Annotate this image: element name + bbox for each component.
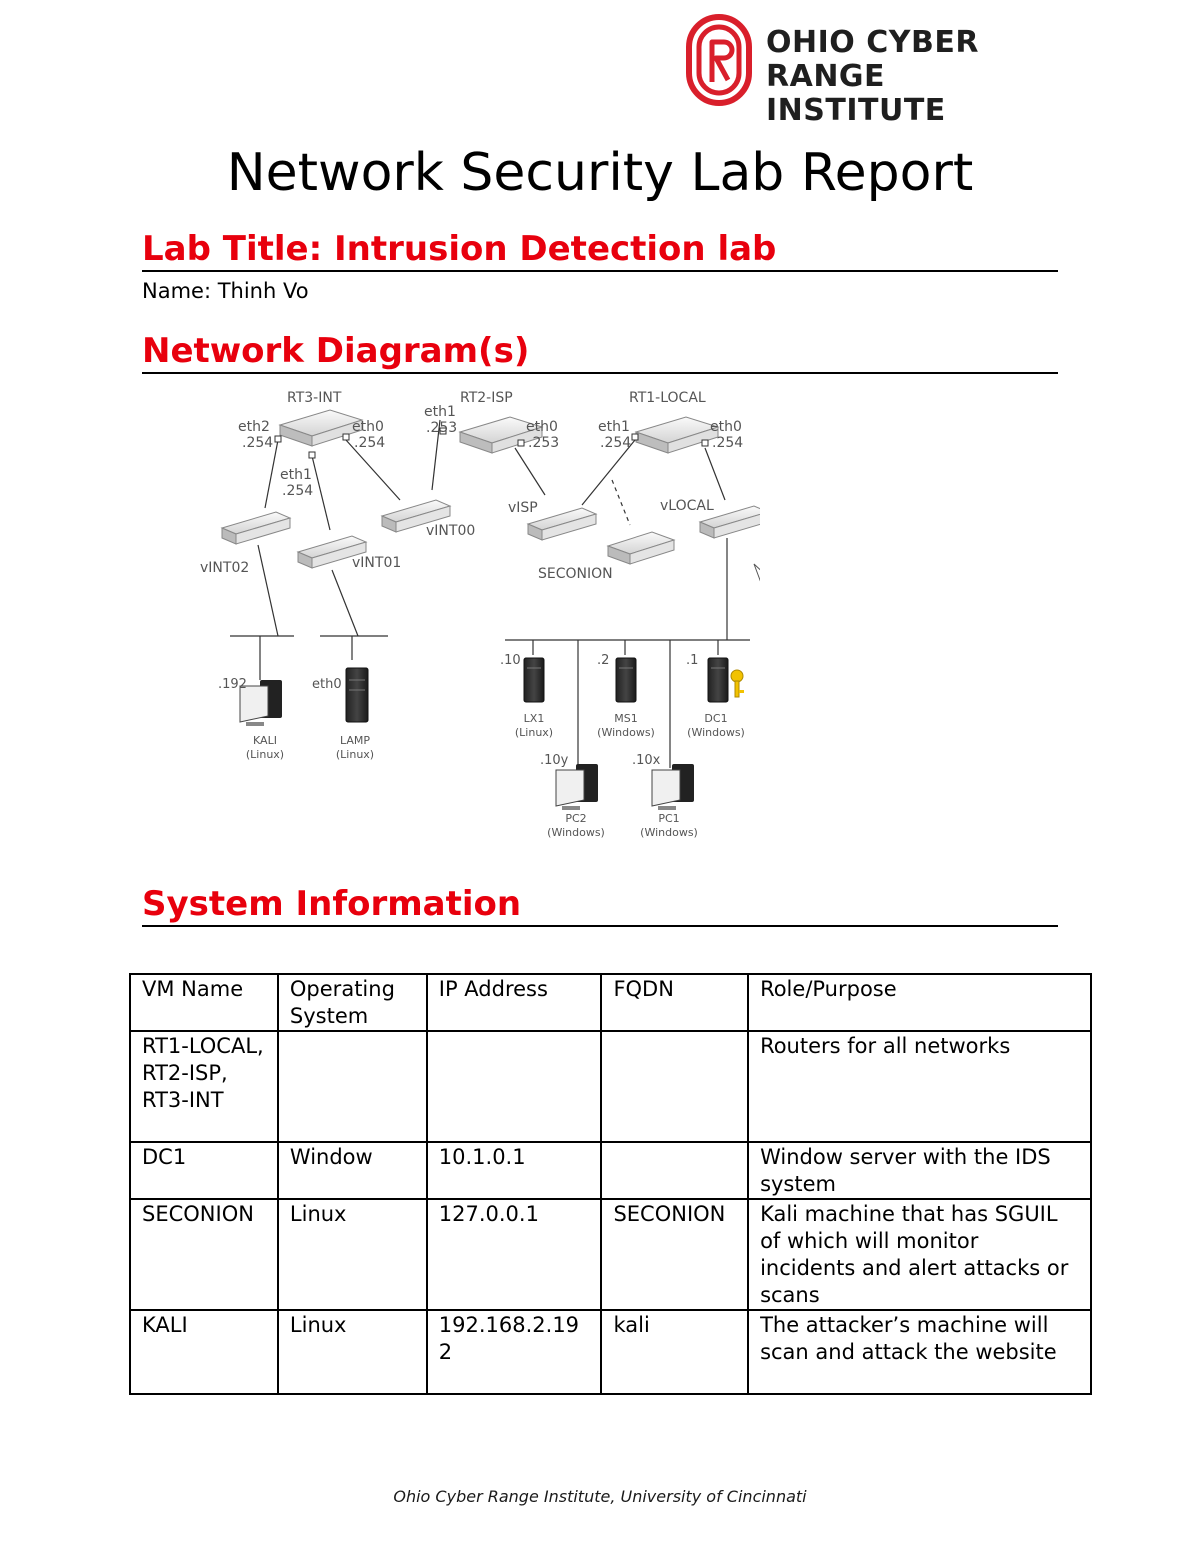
label-rt1-eth1: eth1 (598, 419, 630, 435)
label-lamp-os: (Linux) (335, 748, 375, 761)
workstation-pc2 (556, 764, 598, 810)
network-diagram-heading: Network Diagram(s) (142, 330, 1058, 374)
cell-role: Kali machine that has SGUIL of which will monitor incidents and alert attacks or scans (748, 1199, 1091, 1310)
network-diagram (200, 382, 760, 842)
label-kali-ip: .192 (218, 677, 247, 692)
label-rt3-eth0: eth0 (352, 419, 384, 435)
router-rt1-local (632, 417, 718, 453)
server-lamp (346, 668, 368, 722)
page-footer: Ohio Cyber Range Institute, University of Cincinnati (393, 1487, 807, 1506)
label-pc2-ip: .10y (540, 753, 569, 768)
label-seconion: SECONION (538, 566, 613, 582)
server-ms1 (616, 658, 636, 702)
label-dc1: DC1 (704, 712, 728, 725)
system-information-heading: System Information (142, 883, 1058, 927)
label-rt1-eth0: eth0 (710, 419, 742, 435)
cell-fqdn (601, 1031, 748, 1142)
cell-fqdn: SECONION (601, 1199, 748, 1310)
system-info-table (129, 973, 1092, 1395)
label-rt2-eth1-ip: .253 (426, 420, 458, 436)
table-row (130, 1310, 1091, 1394)
label-pc2: PC2 (565, 812, 587, 825)
cell-ip: 192.168.2.192 (427, 1310, 602, 1394)
table-row (130, 1142, 1091, 1199)
cursor-icon (754, 564, 760, 580)
cell-ip: 10.1.0.1 (427, 1142, 602, 1199)
label-rt2-eth0-ip: .253 (528, 435, 560, 451)
cell-fqdn (601, 1142, 748, 1199)
cell-os: Linux (278, 1310, 427, 1394)
ocri-logo-mark (686, 14, 752, 106)
cell-ip: 127.0.0.1 (427, 1199, 602, 1310)
label-kali: KALI (253, 734, 277, 747)
cell-fqdn: kali (601, 1310, 748, 1394)
label-rt2-eth0: eth0 (526, 419, 558, 435)
workstation-pc1 (652, 764, 694, 810)
label-vint02: vINT02 (200, 560, 250, 576)
cell-ip (427, 1031, 602, 1142)
label-pc2-os: (Windows) (547, 826, 605, 839)
label-ms1-ip: .2 (597, 653, 610, 668)
label-rt3-eth2: eth2 (238, 419, 270, 435)
label-lx1-ip: .10 (500, 653, 521, 668)
label-vint01: vINT01 (352, 555, 402, 571)
label-rt2-isp: RT2-ISP (460, 390, 513, 406)
label-rt3-eth0-ip: .254 (354, 435, 386, 451)
logo-line-1: OHIO CYBER (766, 25, 979, 60)
label-rt2-eth1: eth1 (424, 404, 456, 420)
label-rt1-eth0-ip: .254 (712, 435, 744, 451)
table-header-row (130, 974, 1091, 1031)
label-ms1-os: (Windows) (597, 726, 655, 739)
label-lamp: LAMP (339, 734, 371, 747)
label-lx1: LX1 (523, 712, 545, 725)
cell-os (278, 1031, 427, 1142)
logo-line-2: RANGE INSTITUTE (766, 59, 946, 128)
label-lamp-ip: eth0 (312, 677, 342, 692)
cell-os: Window (278, 1142, 427, 1199)
label-lx1-os: (Linux) (514, 726, 554, 739)
label-ms1: MS1 (614, 712, 638, 725)
label-vint00: vINT00 (426, 523, 476, 539)
label-rt1-local: RT1-LOCAL (629, 390, 706, 406)
label-visp: vISP (508, 500, 538, 516)
switch-visp (528, 508, 596, 540)
label-pc1-ip: .10x (632, 753, 661, 768)
cell-os: Linux (278, 1199, 427, 1310)
cell-role: The attacker’s machine will scan and attack the website (748, 1310, 1091, 1394)
label-pc1: PC1 (658, 812, 680, 825)
table-row (130, 1199, 1091, 1310)
table-row (130, 1031, 1091, 1142)
seconion-appliance (608, 532, 674, 564)
student-name: Name: Thinh Vo (142, 279, 309, 303)
label-rt3-int: RT3-INT (287, 390, 342, 406)
cell-role: Window server with the IDS system (748, 1142, 1091, 1199)
header-role-purpose: Role/Purpose (748, 974, 1091, 1031)
cell-vm-name: KALI (130, 1310, 278, 1394)
label-kali-os: (Linux) (245, 748, 285, 761)
cell-role: Routers for all networks (748, 1031, 1091, 1142)
ocri-logo (686, 14, 1066, 128)
label-dc1-ip: .1 (686, 653, 699, 668)
header-operating-system: Operating System (278, 974, 427, 1031)
cell-vm-name: SECONION (130, 1199, 278, 1310)
cell-vm-name: DC1 (130, 1142, 278, 1199)
cell-vm-name: RT1-LOCAL, RT2-ISP, RT3-INT (130, 1031, 278, 1142)
header-fqdn: FQDN (601, 974, 748, 1031)
label-rt3-eth1: eth1 (280, 467, 312, 483)
logo-wordmark (766, 26, 1066, 128)
switch-vint02 (222, 512, 290, 544)
label-rt3-eth2-ip: .254 (242, 435, 274, 451)
label-dc1-os: (Windows) (687, 726, 745, 739)
router-rt3-int (275, 410, 362, 458)
label-rt1-eth1-ip: .254 (600, 435, 632, 451)
label-rt3-eth1-ip: .254 (282, 483, 314, 499)
key-icon (731, 670, 744, 697)
header-vm-name: VM Name (130, 974, 278, 1031)
server-dc1 (708, 658, 728, 702)
document-title: Network Security Lab Report (226, 143, 974, 203)
server-lx1 (524, 658, 544, 702)
label-pc1-os: (Windows) (640, 826, 698, 839)
label-vlocal: vLOCAL (660, 498, 714, 514)
header-ip-address: IP Address (427, 974, 602, 1031)
lab-title-heading: Lab Title: Intrusion Detection lab (142, 228, 1058, 272)
